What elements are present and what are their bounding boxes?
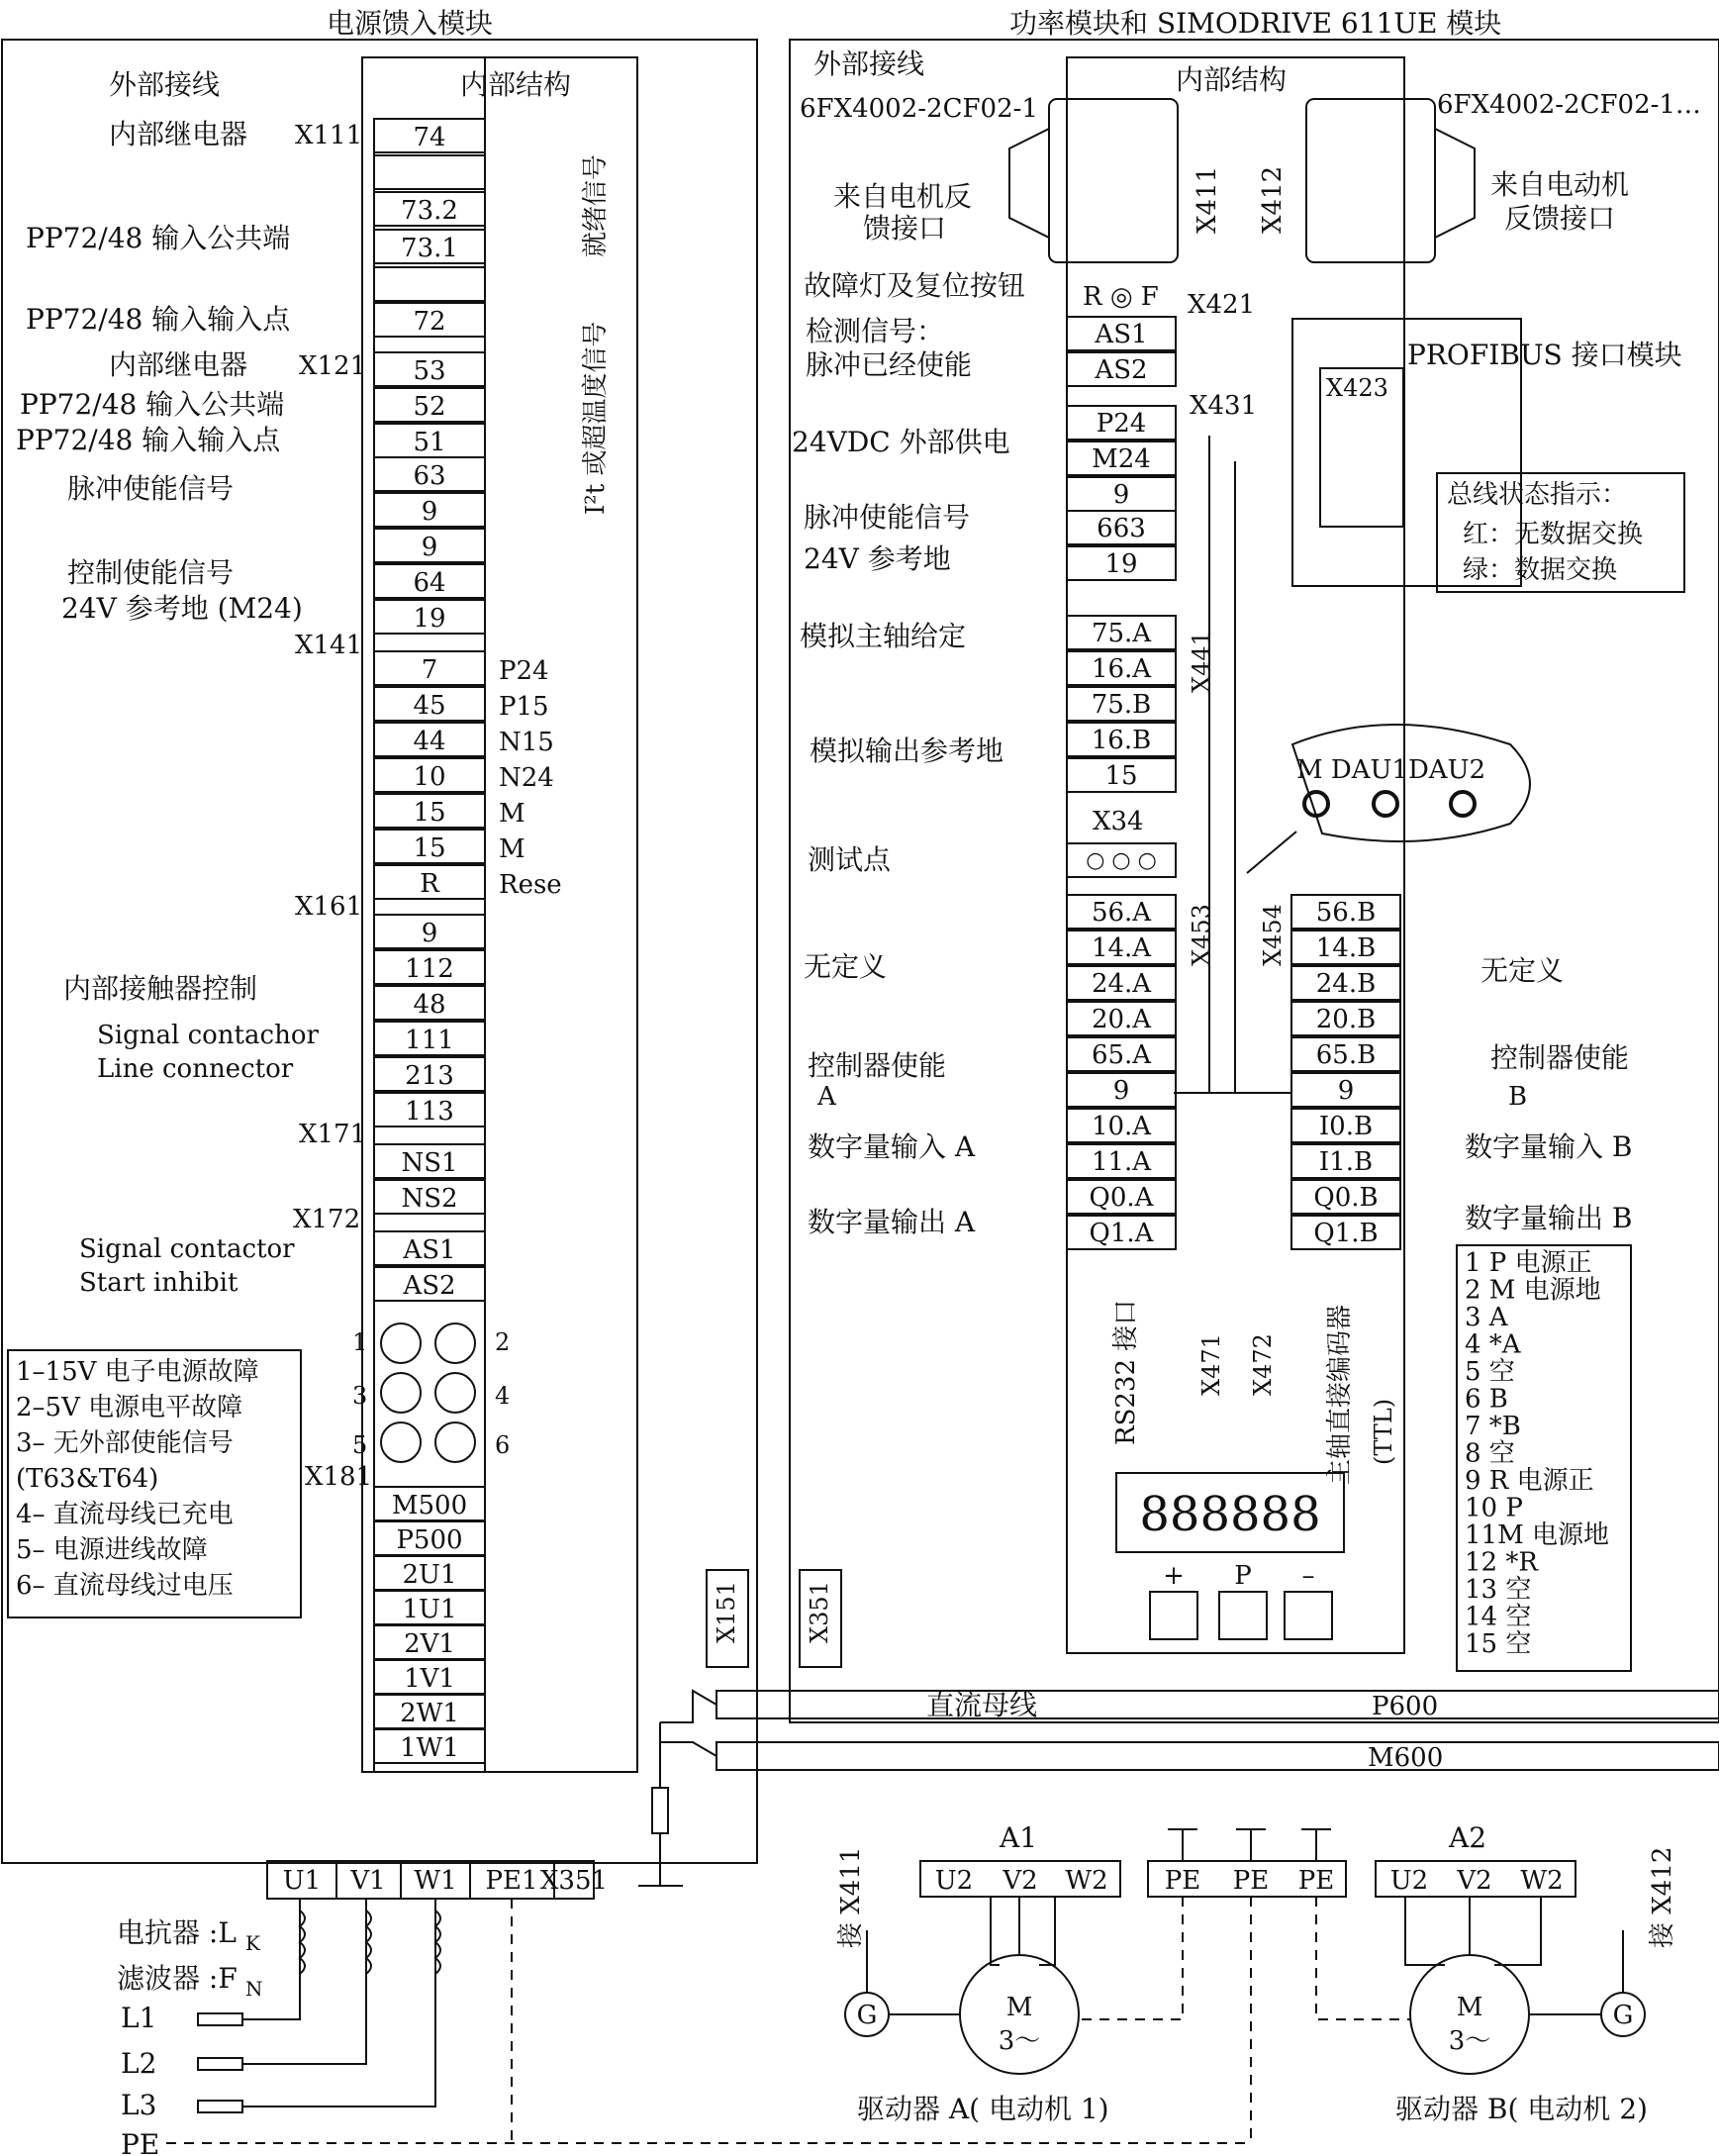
bottom-terminal-X351: X351 <box>539 1866 609 1896</box>
digital-out-a-label: 数字量输出 A <box>808 1206 976 1238</box>
psu-int-label: 内部结构 <box>460 68 572 101</box>
bus-status-label3: 绿：数据交换 <box>1463 555 1618 585</box>
ref24-label: 24V 参考地 (M24) <box>61 592 303 625</box>
led-num-4: 4 <box>495 1382 511 1410</box>
pinout-8: 8 空 <box>1465 1438 1515 1469</box>
analog-terminal-15: 15 <box>1104 761 1138 791</box>
terminal-a-20.A: 20.A <box>1091 1005 1152 1034</box>
power-terminal-2U1: 2U1 <box>402 1560 457 1590</box>
line-connector-label: Line connector <box>97 1054 294 1084</box>
drive-int-label: 内部结构 <box>1176 63 1288 96</box>
terminal-15: 15 <box>413 798 446 828</box>
pinout-7: 7 *B <box>1465 1412 1521 1441</box>
terminal-74: 74 <box>413 123 446 152</box>
x431-label: X431 <box>1190 391 1258 421</box>
x121-label: X121 <box>299 351 367 381</box>
status-led-4 <box>435 1373 475 1413</box>
ready-signal-label: 就绪信号 <box>581 153 611 257</box>
legend-item-1: 2–5V 电源电平故障 <box>16 1393 243 1422</box>
status-led-3 <box>381 1373 421 1413</box>
bottom-terminal-W1: W1 <box>414 1866 457 1896</box>
pinout-12: 12 *R <box>1465 1547 1538 1578</box>
x472-label: X472 <box>1249 1333 1277 1396</box>
x141-sig-2: N15 <box>499 728 554 757</box>
bottom-terminal-PE1: PE1 <box>485 1866 538 1896</box>
analog-setpoint-label: 模拟主轴给定 <box>800 620 967 652</box>
power-terminal-P500: P500 <box>396 1525 463 1555</box>
motor-b-phase: 3～ <box>1448 2026 1491 2056</box>
terminal-AS1: AS1 <box>403 1235 456 1265</box>
contactor-label: 内部接触器控制 <box>63 972 258 1005</box>
legend-item-5: 5– 电源进线故障 <box>16 1535 208 1565</box>
pinout-9: 9 R 电源正 <box>1465 1466 1594 1496</box>
terminal-a-14.A: 14.A <box>1091 933 1152 963</box>
terminal-63: 63 <box>413 461 446 491</box>
ctrl-enable-a-label: 控制器使能 <box>808 1049 947 1082</box>
undefined-a-label: 无定义 <box>804 950 888 983</box>
cable1-label: 6FX4002-2CF02-1 <box>800 94 1038 124</box>
pp-input2-label: PP72/48 输入输入点 <box>16 424 281 456</box>
terminal-73.2: 73.2 <box>401 196 458 226</box>
pinout-3: 3 A <box>1465 1303 1508 1332</box>
led-num-2: 2 <box>495 1328 511 1356</box>
reactor-sub: K <box>245 1931 260 1955</box>
terminal-a-56.A: 56.A <box>1091 898 1152 928</box>
x171-label: X171 <box>299 1120 367 1149</box>
psu-title: 电源馈入模块 <box>327 7 494 40</box>
drive-a-label: 驱动器 A( 电动机 1) <box>857 2093 1109 2125</box>
mains-PE: PE <box>121 2128 160 2156</box>
detect-signal-label2: 脉冲已经使能 <box>806 348 973 381</box>
filter-label: 滤波器 :F <box>117 1962 238 1995</box>
pinout-1: 1 P 电源正 <box>1465 1248 1592 1278</box>
bus-status-label2: 红：无数据交换 <box>1463 520 1644 549</box>
x172-label: X172 <box>293 1205 361 1234</box>
feedback-a-label1: 来自电机反 <box>833 180 973 213</box>
legend-item-6: 6– 直流母线过电压 <box>16 1571 234 1601</box>
seven-seg-display: 888888 <box>1139 1487 1321 1542</box>
terminal-b-56.B: 56.B <box>1315 898 1377 928</box>
terminal-19: 19 <box>413 604 446 634</box>
terminal-b-Q0.B: Q0.B <box>1313 1183 1379 1213</box>
drive-ref24-label: 24V 参考地 <box>804 542 951 575</box>
ctrl-enable-label: 控制使能信号 <box>67 556 235 589</box>
x453-label: X453 <box>1188 904 1215 966</box>
drive-title: 功率模块和 SIMODRIVE 611UE 模块 <box>1009 7 1502 40</box>
x161-label: X161 <box>295 892 363 922</box>
x471-label: X471 <box>1197 1333 1225 1396</box>
x111-label: X111 <box>295 121 363 150</box>
x141-sig-3: N24 <box>499 763 554 793</box>
relay1-label: 内部继电器 <box>109 118 248 150</box>
terminal-a-10.A: 10.A <box>1091 1112 1152 1141</box>
status-led-2 <box>435 1323 475 1363</box>
encoder-a-g: G <box>856 2001 878 2030</box>
terminal-9: 9 <box>421 497 438 527</box>
to-x412-label: 接 X412 <box>1648 1846 1677 1948</box>
x141-sig-0: P24 <box>499 656 549 686</box>
terminal-b-24.B: 24.B <box>1315 969 1377 999</box>
status-led-5 <box>381 1422 421 1462</box>
x141-sig-1: P15 <box>499 692 549 722</box>
analog-terminal-16.B: 16.B <box>1091 726 1152 755</box>
pinout-2: 2 M 电源地 <box>1465 1275 1601 1306</box>
terminal-9: 9 <box>421 533 438 562</box>
ctrl-enable-b-suffix: B <box>1508 1082 1528 1112</box>
x181-label: X181 <box>305 1462 373 1492</box>
drive-terminal-663: 663 <box>1097 514 1146 543</box>
supply24-label: 24VDC 外部供电 <box>792 426 1010 458</box>
digital-out-b-label: 数字量输出 B <box>1465 1202 1633 1234</box>
terminal-a-65.A: 65.A <box>1091 1040 1152 1070</box>
terminal-NS1: NS1 <box>401 1148 458 1178</box>
terminal-7: 7 <box>421 655 438 685</box>
terminal-48: 48 <box>413 990 446 1020</box>
dc-bus-label: 直流母线 <box>926 1689 1038 1721</box>
mains-L2: L2 <box>121 2047 157 2080</box>
profibus-label: PROFIBUS 接口模块 <box>1407 339 1682 371</box>
motor-a1-label: A1 <box>1000 1821 1038 1854</box>
pp-input1-label: PP72/48 输入输入点 <box>26 303 291 336</box>
x34-label: X34 <box>1093 807 1144 836</box>
motor-a-phase: 3～ <box>998 2026 1041 2056</box>
terminal-52: 52 <box>413 392 446 422</box>
x421-label: X421 <box>1188 290 1256 320</box>
legend-item-0: 1–15V 电子电源故障 <box>16 1357 259 1387</box>
power-terminal-1V1: 1V1 <box>404 1664 455 1694</box>
terminal-10: 10 <box>413 762 446 792</box>
feedback-b-label2: 反馈接口 <box>1504 202 1616 235</box>
feedback-a-label2: 馈接口 <box>863 212 947 245</box>
x141-sig-6: Rese <box>499 870 562 900</box>
feedback-b-label1: 来自电动机 <box>1490 168 1630 201</box>
terminal-R: R <box>420 869 439 899</box>
digital-in-b-label: 数字量输入 B <box>1465 1130 1633 1163</box>
rs232-label: RS232 接口 <box>1111 1299 1141 1445</box>
x141-label: X141 <box>295 631 363 660</box>
pinout-15: 15 空 <box>1465 1629 1532 1659</box>
relay2-label: 内部继电器 <box>109 348 248 381</box>
terminal-b-14.B: 14.B <box>1315 933 1377 963</box>
x441-label: X441 <box>1188 631 1215 693</box>
terminal-213: 213 <box>405 1061 454 1091</box>
minus-button-label: – <box>1301 1561 1315 1591</box>
terminal-b-20.B: 20.B <box>1315 1005 1377 1034</box>
led-num-1: 1 <box>352 1328 368 1356</box>
terminal-113: 113 <box>405 1097 454 1127</box>
led-num-3: 3 <box>352 1382 368 1410</box>
legend-item-3: (T63&T64) <box>16 1464 159 1494</box>
drive-terminal-AS1: AS1 <box>1095 320 1148 349</box>
signal-contactor2-label: Signal contactor <box>79 1234 295 1264</box>
power-terminal-M500: M500 <box>391 1491 468 1520</box>
status-led-1 <box>381 1323 421 1363</box>
terminal-15: 15 <box>413 833 446 863</box>
terminal-AS2: AS2 <box>403 1271 456 1301</box>
signal-contactor-label: Signal contachor <box>97 1021 319 1050</box>
m600-label: M600 <box>1368 1743 1444 1773</box>
terminal-9: 9 <box>421 919 438 948</box>
x411-label: X411 <box>1193 165 1222 234</box>
dau-label: M DAU1DAU2 <box>1296 755 1486 785</box>
motor-a-terminal-W2: W2 <box>1065 1866 1108 1896</box>
bus-status-label1: 总线状态指示： <box>1447 480 1628 510</box>
terminal-a-11.A: 11.A <box>1091 1147 1152 1177</box>
fault-lamp-label: 故障灯及复位按钮 <box>804 269 1026 302</box>
analog-terminal-75.B: 75.B <box>1091 690 1152 720</box>
terminal-a-Q1.A: Q1.A <box>1089 1219 1154 1248</box>
drive-terminal-P24: P24 <box>1096 409 1147 439</box>
p-button-label: P <box>1234 1561 1252 1591</box>
start-inhibit-label: Start inhibit <box>79 1268 239 1298</box>
pe-terminal-2: PE <box>1297 1866 1335 1896</box>
terminal-53: 53 <box>413 356 446 386</box>
ctrl-enable-a-suffix: A <box>817 1082 836 1112</box>
motor-b-m: M <box>1456 1993 1483 2022</box>
legend-item-2: 3– 无外部使能信号 <box>16 1428 234 1458</box>
motor-a2-label: A2 <box>1449 1821 1487 1854</box>
drive-terminal-19: 19 <box>1104 549 1138 579</box>
drive-terminal-AS2: AS2 <box>1095 355 1148 385</box>
terminal-51: 51 <box>413 428 446 457</box>
mains-L3: L3 <box>121 2089 157 2121</box>
drive-b-label: 驱动器 B( 电动机 2) <box>1395 2093 1648 2125</box>
test-point-dots: ○ ○ ○ <box>1086 848 1157 873</box>
pe-terminal-1: PE <box>1232 1866 1270 1896</box>
terminal-111: 111 <box>405 1026 454 1055</box>
drive-ext-label: 外部接线 <box>813 48 925 80</box>
drive-pulse-enable-label: 脉冲使能信号 <box>804 501 971 534</box>
motor-b-terminal-U2: U2 <box>1389 1866 1429 1896</box>
terminal-b-Q1.B: Q1.B <box>1313 1219 1379 1248</box>
filter-sub: N <box>245 1977 263 2001</box>
power-terminal-1U1: 1U1 <box>402 1595 457 1624</box>
mains-L1: L1 <box>121 2002 157 2034</box>
terminal-112: 112 <box>405 954 454 984</box>
motor-a-terminal-U2: U2 <box>934 1866 974 1896</box>
terminal-44: 44 <box>413 727 446 756</box>
pinout-10: 10 P <box>1465 1493 1523 1523</box>
to-x411-label: 接 X411 <box>836 1846 866 1948</box>
pulse-enable-label: 脉冲使能信号 <box>67 472 235 505</box>
motor-a-m: M <box>1005 1993 1033 2022</box>
power-terminal-2V1: 2V1 <box>404 1629 455 1659</box>
bottom-terminal-V1: V1 <box>350 1866 386 1896</box>
terminal-b-65.B: 65.B <box>1315 1040 1377 1070</box>
plus-button-label: + <box>1163 1561 1185 1591</box>
terminal-64: 64 <box>413 568 446 598</box>
encoder-label: 主轴直接编码器 <box>1325 1304 1355 1485</box>
terminal-b-I0.B: I0.B <box>1318 1112 1374 1141</box>
led-num-6: 6 <box>495 1431 511 1459</box>
motor-b-terminal-W2: W2 <box>1520 1866 1564 1896</box>
power-terminal-2W1: 2W1 <box>400 1699 459 1728</box>
pinout-14: 14 空 <box>1465 1602 1532 1632</box>
status-led-6 <box>435 1422 475 1462</box>
pinout-13: 13 空 <box>1465 1575 1532 1605</box>
analog-ref-label: 模拟输出参考地 <box>810 735 1004 767</box>
terminal-72: 72 <box>413 307 446 337</box>
x141-sig-4: M <box>499 799 525 829</box>
terminal-NS2: NS2 <box>401 1184 458 1214</box>
ctrl-enable-b-label: 控制器使能 <box>1490 1041 1630 1074</box>
detect-signal-label1: 检测信号： <box>806 315 945 347</box>
analog-terminal-16.A: 16.A <box>1091 654 1152 684</box>
x454-label: X454 <box>1259 904 1287 966</box>
terminal-73.1: 73.1 <box>401 234 458 263</box>
motor-b-terminal-V2: V2 <box>1457 1866 1492 1896</box>
pinout-5: 5 空 <box>1465 1357 1515 1387</box>
x141-sig-5: M <box>499 834 525 864</box>
power-terminal-1W1: 1W1 <box>400 1733 459 1763</box>
pp-common1-label: PP72/48 输入公共端 <box>26 222 291 254</box>
p600-label: P600 <box>1372 1692 1439 1721</box>
pp-common2-label: PP72/48 输入公共端 <box>20 388 285 421</box>
motor-a-terminal-V2: V2 <box>1003 1866 1038 1896</box>
legend-item-4: 4– 直流母线已充电 <box>16 1500 234 1529</box>
psu-ext-label: 外部接线 <box>109 68 221 101</box>
terminal-b-I1.B: I1.B <box>1318 1147 1374 1177</box>
terminal-b-9: 9 <box>1337 1076 1355 1106</box>
reset-indicator: R ◎ F <box>1083 282 1159 312</box>
terminal-cell <box>374 267 485 301</box>
terminal-a-Q0.A: Q0.A <box>1089 1183 1154 1213</box>
x423-label: X423 <box>1326 374 1388 402</box>
terminal-a-9: 9 <box>1112 1076 1130 1106</box>
cable2-label: 6FX4002-2CF02-1… <box>1437 90 1701 120</box>
bottom-terminal-U1: U1 <box>282 1866 322 1896</box>
drive-terminal-M24: M24 <box>1092 444 1151 474</box>
pinout-4: 4 *A <box>1465 1329 1521 1360</box>
x412-label: X412 <box>1258 165 1288 234</box>
terminal-cell <box>374 155 485 189</box>
encoder-b-g: G <box>1612 2001 1634 2030</box>
analog-terminal-75.A: 75.A <box>1091 619 1152 648</box>
x351-drive-label: X351 <box>806 1581 833 1643</box>
pinout-11: 11M 电源地 <box>1465 1520 1609 1550</box>
ttl-label: (TTL) <box>1370 1398 1397 1465</box>
terminal-a-24.A: 24.A <box>1091 969 1152 999</box>
i2t-signal-label: I²t 或超温度信号 <box>581 321 611 515</box>
reactor-label: 电抗器 :L <box>117 1916 237 1949</box>
x151-label: X151 <box>713 1581 740 1643</box>
test-point-label: 测试点 <box>808 843 892 876</box>
pinout-6: 6 B <box>1465 1384 1508 1415</box>
led-num-5: 5 <box>352 1431 368 1459</box>
undefined-b-label: 无定义 <box>1480 954 1565 987</box>
terminal-45: 45 <box>413 691 446 721</box>
digital-in-a-label: 数字量输入 A <box>808 1130 976 1163</box>
drive-terminal-9: 9 <box>1112 480 1130 510</box>
pe-terminal-0: PE <box>1164 1866 1201 1896</box>
